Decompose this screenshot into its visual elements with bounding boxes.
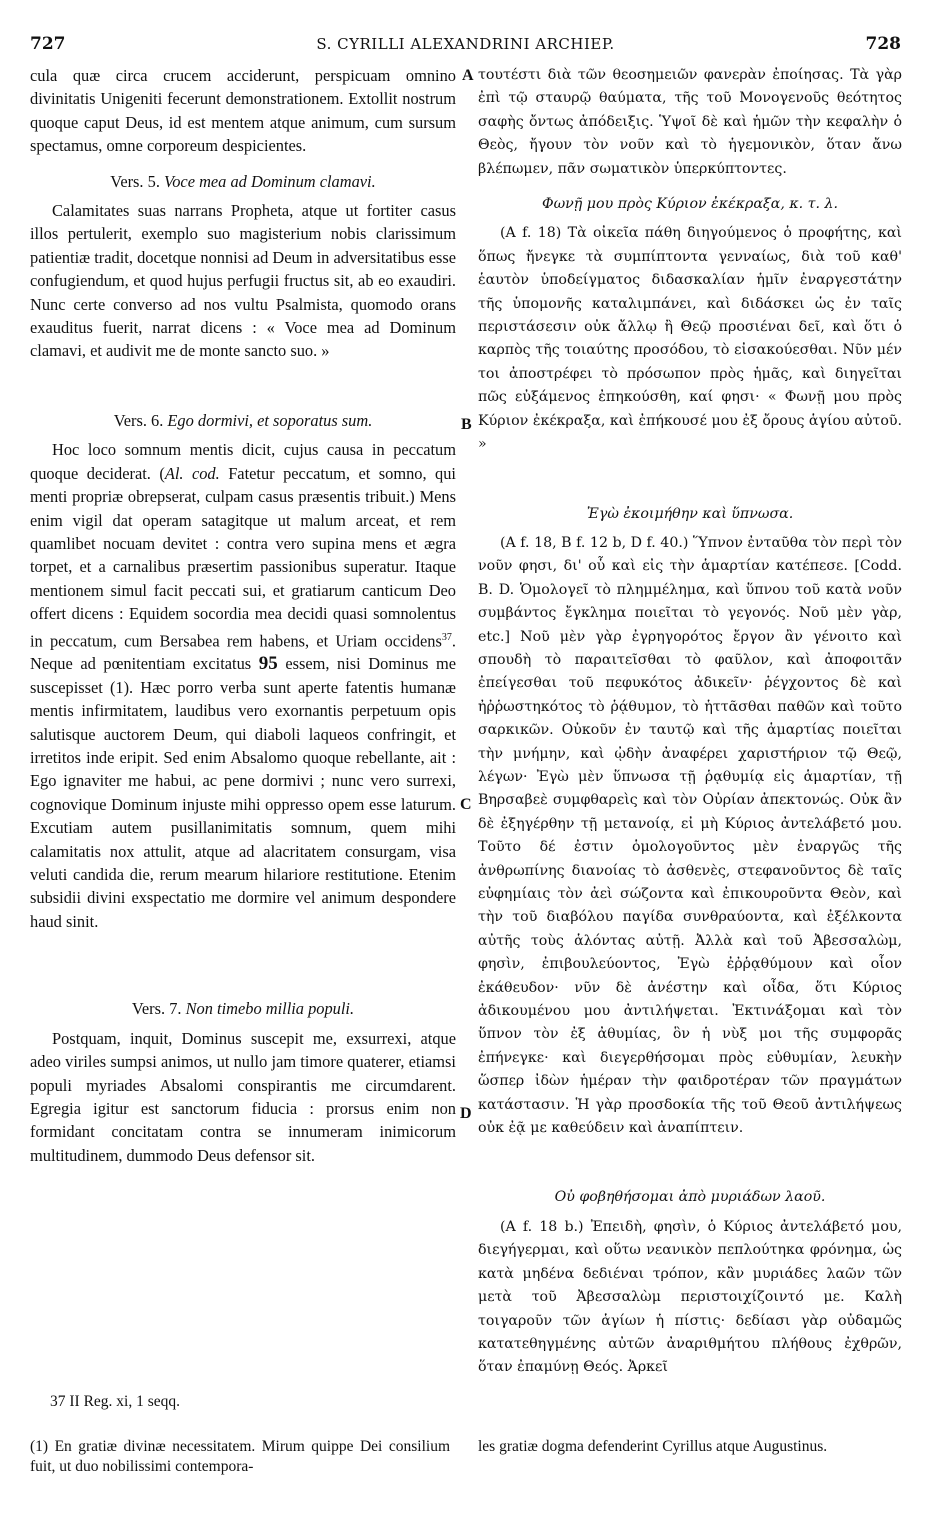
latin-verse-5-number: Vers. 5. bbox=[110, 171, 160, 191]
running-title: S. CYRILLI ALEXANDRINI ARCHIEP. bbox=[316, 35, 615, 53]
greek-verse-7-heading bbox=[478, 1186, 902, 1209]
page-header bbox=[30, 34, 901, 58]
greek-verse-5-heading bbox=[478, 193, 902, 216]
spacer bbox=[30, 363, 456, 397]
latin-verse-6-title: Ego dormivi, et soporatus sum. bbox=[167, 410, 373, 430]
latin-paragraph-1: cula quæ circa crucem acciderunt, perspicuam omnino divinitatis Unigeniti fecerunt demonstrationem. Extollit nostrum quoque caput Deus, id est mentem atque animum, cum sursum spectamus, omne corporeum despicientes. bbox=[30, 66, 456, 156]
latin-paragraph-4: Postquam, inquit, Dominus suscepit me, exsurrexi, atque adeo viriles sumpsi animos, ut nullo jam timore quaterer, etiamsi populi myriades Absalomi conspirantis me circumdarent. Egregia igitur est sanctorum fiducia : prorsus enim non formidant concitatam contra se innumeram inimicorum multitudinem, dummodo Deus defensor sit. bbox=[30, 1028, 456, 1165]
latin-verse-6-heading bbox=[30, 409, 456, 432]
greek-column bbox=[478, 64, 902, 1380]
greek-paragraph-4: (A f. 18 b.) Ἐπειδὴ, φησὶν, ὁ Κύριος ἀντελάβετό μου, διεγήγερμαι, καὶ οὕτω νεανικὸν πεπλούτηκα φρόνημα, ὡς κατὰ μηδένα δεδιέναι τρόπον, κἂν μυριάδες λαῶν τῶν μετὰ τοῦ Ἀβεσσαλὼμ περιστοιχίζοιντό με. Καλὴ τοιγαροῦν τῶν ἁγίων ἡ πίστις· δεδίασι γὰρ οὐδαμῶς κατατεθηγμένης αὐτῶν ἀναριθμήτου πλήθους ἐχθρῶν, ὅταν ἐπαμύνῃ Θεός. Ἀρκεῖ bbox=[478, 1218, 902, 1376]
latin-p3-part-c: . Neque ad pœnitentiam excitatus bbox=[30, 631, 456, 674]
greek-verse-5-title: Φωνῇ μου πρὸς Κύριον ἐκέκραξα, κ. τ. λ. bbox=[541, 196, 839, 213]
footnote-1-right: les gratiæ dogma defenderint Cyrillus atque Augustinus. bbox=[478, 1438, 828, 1455]
spacer bbox=[478, 1140, 902, 1174]
latin-p3-part-b: Fatetur peccatum, et somno, qui menti propriæ obrepserat, culpam casus præsentis tribuit.) Mens enim vigil dat operam satagitque ut malum arceat, et rem quamlibet nocuam devitet : contra vero supina mens et ægra torpet, et a carnalibus præsertim passionibus superatur. Itaque mentionem simul facit peccati sui, et gratiarum canticum Deo offert dicens : Equidem socordia mea decidi quasi somnolentus in peccatum, cum Bersabea rem habens, et Uriam occidens bbox=[30, 463, 456, 650]
latin-verse-7-heading bbox=[30, 997, 456, 1020]
latin-p3-part-a: Hoc loco somnum mentis dicit, cujus causa in peccatum quoque deciderat. ( bbox=[30, 440, 456, 483]
latin-verse-5-title: Voce mea ad Dominum clamavi. bbox=[164, 171, 376, 191]
spacer bbox=[478, 457, 902, 491]
greek-paragraph-1: τουτέστι διὰ τῶν θεοσημειῶν φανερὰν ἐποίησας. Τὰ γὰρ ἐπὶ τῷ σταυρῷ θαύματα, τῆς τοῦ Μονογενοῦς θεότητος σαφὴς ὄντως ἀπόδειξις. Ὑψοῖ δὲ καὶ ἡμῶν τὴν κεφαλὴν ὁ Θεὸς, ἤγουν τὸν νοῦν καὶ τὸ ἡγεμονικὸν, ὅταν ἄνω βλέπωμεν, πᾶν σωματικὸν ὑπερκύπτοντες. bbox=[478, 67, 902, 177]
spacer bbox=[30, 933, 456, 985]
greek-verse-6-heading bbox=[478, 503, 902, 526]
latin-verse-6-number: Vers. 6. bbox=[113, 410, 164, 430]
page-number-left: 727 bbox=[30, 34, 66, 54]
margin-page-number: 95 bbox=[258, 653, 278, 675]
latin-verse-7-title: Non timebo millia populi. bbox=[185, 999, 355, 1019]
footnote-ref-37[interactable]: 37 bbox=[441, 631, 452, 643]
latin-verse-7-number: Vers. 7. bbox=[131, 999, 182, 1019]
greek-verse-6-title: Ἐγὼ ἐκοιμήθην καὶ ὕπνωσα. bbox=[586, 505, 794, 522]
greek-paragraph-3: (A f. 18, B f. 12 b, D f. 40.) Ὕπνον ἐνταῦθα τὸν περὶ τὸν νοῦν φησι, δι' οὗ καὶ εἰς τὴν ἁμαρτίαν κατέπεσε. [Codd. B. D. Ὁμολογεῖ τὸ πλημμέλημα, καὶ ὕπνου τοῦ κατὰ νοῦν συμβάντος ἔγκλημα ποιεῖται τὸ γεγονός. Νοῦ μὲν γὰρ, etc.] Νοῦ μὲν γὰρ ἐγρηγορότος ἔργον ἂν γένοιτο καὶ σπουδὴ τὸ παραιτεῖσθαι τὸ φαῦλον, καὶ ἀποφοιτᾶν ἐπείγεσθαι τοῦ πεφυκότος ἀδικεῖν· ῥέγχοντος δὲ καὶ ἠῤῥωστηκότος τὸ ῥᾴθυμον, τὸ ἡττᾶσθαι παθῶν καὶ τοῦτο σαρκικῶν. Οὐκοῦν ἐν ταυτῷ καὶ τῆς ἁμαρτίας ποιεῖται τὴν μνήμην, καὶ ᾠδὴν ἀναφέρει χαριστήριον τῷ Θεῷ, λέγων· Ἐγὼ μὲν ὕπνωσα τῇ ῥᾳθυμίᾳ εἰς ἁμαρτίαν, τῇ Βηρσαβεὲ συμφθαρεὶς καὶ τὸν Οὐρίαν ἀπεκτονώς. Οὐκ ἂν δὲ ἐξηγέρθην τῇ μετανοίᾳ, εἰ μὴ Κύριος ἀντελάβετό μου. Τοῦτο δέ ἐστιν ὁμολογοῦντος μὲν ἐναργῶς τῆς ἀνθρωπίνης διανοίας τὸ ἀσθενὲς, στεφανοῦντος δὲ ταῖς εὐφημίαις τὸν ἀεὶ σώζοντα καὶ ἐπικουροῦντα Θεὸν, καὶ τὴν τοῦ διαβόλου παγίδα συνθραύοντα, καὶ ἐξέλκοντα αὐτῆς τοὺς ἁλόντας αὐτῇ. Ἀλλὰ καὶ τοῦ Ἀβεσσαλὼμ, φησὶν, ἐπιβουλεύοντος, Ἐγὼ ἐῤῥᾳθύμουν καὶ οἷον ἐκάθευδον· νῦν δὲ ἀνέστην καὶ οἶδα, ὅτι Κύριος ἀδικουμένου μου ἀντιλήψεται. Ἐκτινάξομαι καὶ τὸν ὕπνον τὸν ἐξ ἀθυμίας, ὃν ἡ νὺξ μοι τῆς συμφορᾶς ἐπήνεγκε· καὶ διεγερθήσομαι πρὸς εὐθυμίαν, λευκὴν ὥσπερ ἰδὼν ἡμέραν τὴν φαιδροτέραν τῶν πραγμάτων κατάστασιν. Ἡ γὰρ προσδοκία τῆς τοῦ Θεοῦ ἀντιλήψεως οὐκ ἐᾷ με καθεύδειν καὶ ἀναπίπτειν. bbox=[478, 534, 902, 1137]
latin-verse-5-heading bbox=[30, 170, 456, 193]
footnote-1-left: (1) En gratiæ divinæ necessitatem. Mirum quippe Dei consilium fuit, ut duo nobilissimi contempora- bbox=[30, 1438, 450, 1475]
greek-paragraph-2: (A f. 18) Τὰ οἰκεῖα πάθη διηγούμενος ὁ προφήτης, καὶ ὅπως ἤνεγκε τὰ συμπίπτοντα γενναίως, διὰ τοῦ καθ' ἑαυτὸν ὑποδείγματος διδασκαλίαν ἡμῖν ἐναργεστάτην τῆς ὑπομονῆς καταλιμπάνει, καὶ διδάσκει ὡς ἐν ταῖς περιστάσεσιν οὐκ ἄλλῳ ἢ Θεῷ προσιέναι δεῖ, καὶ ὅτι ὁ καρπὸς τῆς τοιαύτης προσόδου, τὸ εἰσακούεσθαι. Νῦν μέν τοι ἀποστρέφει τὸ πρόσωπον πρὸς ἡμᾶς, καὶ διηγεῖται πῶς εὐξάμενος ἐπηκούσθη, καί φησι· « Φωνῇ μου πρὸς Κύριον ἐκέκραξα, καὶ ἐπήκουσέ μου ἐξ ὄρους ἁγίου αὐτοῦ. » bbox=[478, 225, 902, 453]
latin-paragraph-3 bbox=[30, 438, 456, 933]
margin-letter-a: A bbox=[462, 67, 474, 84]
margin-letter-d: D bbox=[460, 1105, 472, 1122]
latin-column bbox=[30, 64, 456, 1167]
greek-verse-7-title: Οὐ φοβηθήσομαι ἀπὸ μυριάδων λαοῦ. bbox=[554, 1189, 826, 1206]
page-number-right: 728 bbox=[865, 34, 901, 54]
margin-letter-b: B bbox=[461, 416, 472, 433]
latin-paragraph-2: Calamitates suas narrans Propheta, atque ut fortiter casus illos pertulerit, exemplo suo magisterium nobis clarissimum patientiæ tradit, docetque nonnisi ad Deum in adversitatibus esse confugiendum, et quod hujus perfugii fructus sit, ab eo exaudiri. Nunc certe converso ad nos vultu Psalmista, quomodo orans exauditus fuerit, narrat dicens : « Voce mea ad Dominum clamavi, et audivit me de monte sancto suo. » bbox=[30, 201, 456, 361]
footnote-37: 37 II Reg. xi, 1 seqq. bbox=[50, 1393, 181, 1410]
latin-p3-alt-codex: Al. cod. bbox=[164, 463, 220, 483]
margin-letter-c: C bbox=[460, 796, 472, 813]
latin-p3-part-d: essem, nisi Dominus me suscepisset (1). Hæc porro verba sunt aperte fatentis humanæ mentis infirmitatem, laudibus vero exornantis perpetuum opis salutisque auctorem Deum, qui diaboli laqueos confringit, et irretitos inde eripit. Sed enim Absalomo quoque rebellante, ait : Ego ignaviter me habui, ac pene dormivi ; nunc vero surrexi, cognovique Dominum injuste mihi oppresso opem esse laturum. Excutiam autem pusillanimitatis somnum, quem mihi calamitatis nox attulit, atque ad alacritatem consurgam, visa veluti candida die, rerum mearum hilariore restitutione. Etenim subsidii divini exspectatio me dormire vel animum despondere haud sinit. bbox=[30, 654, 457, 931]
